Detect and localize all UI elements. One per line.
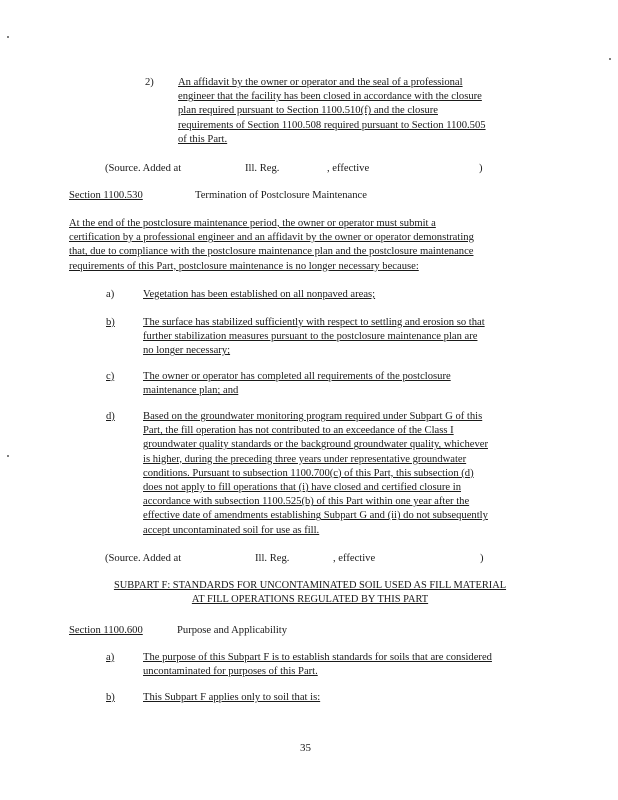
subpart-heading-line: SUBPART F: STANDARDS FOR UNCONTAMINATED SOIL USED AS FILL MATERIAL xyxy=(113,580,507,591)
section-paragraph xyxy=(69,217,549,274)
list-line: accept uncontaminated soil for use as fill. xyxy=(143,524,320,536)
list-marker: b) xyxy=(106,692,115,703)
item-2-marker: 2) xyxy=(145,77,154,88)
paragraph-line: that, due to compliance with the postclosure maintenance plan and the postclosure maintenance xyxy=(69,246,474,258)
item-2-line: requirements of Section 1100.508 required pursuant to Section 1100.505 xyxy=(178,119,486,131)
scan-speck xyxy=(7,455,9,457)
list-line: The surface has stabilized sufficiently with respect to settling and erosion so that xyxy=(143,317,485,328)
list-line: does not apply to fill operations that (i) have closed and certified closure in xyxy=(143,482,462,494)
list-marker: c) xyxy=(106,371,115,382)
page-number: 35 xyxy=(300,742,311,754)
scan-speck xyxy=(7,36,9,38)
list-line: effective date of amendments establishing Subpart G and (ii) do not subsequently xyxy=(143,510,488,522)
source-ill-reg: Ill. Reg. xyxy=(255,553,290,564)
section-number: Section 1100.600 xyxy=(69,625,143,636)
source-effective: , effective xyxy=(333,553,376,564)
source-added-at: (Source. Added at xyxy=(105,163,182,174)
scan-speck xyxy=(609,58,611,60)
section-title: Purpose and Applicability xyxy=(177,625,288,636)
list-line: accordance with subsection 1100.525(b) of this Part within one year after the xyxy=(143,496,470,508)
list-line: Vegetation has been established on all nonpaved areas; xyxy=(143,289,376,300)
section-title: Termination of Postclosure Maintenance xyxy=(195,190,367,201)
list-line: groundwater quality standards or the background groundwater quality, whichever xyxy=(143,439,488,451)
list-line: This Subpart F applies only to soil that is: xyxy=(143,692,321,703)
list-marker: b) xyxy=(106,317,115,328)
source-close: ) xyxy=(479,163,483,174)
subpart-heading-line: AT FILL OPERATIONS REGULATED BY THIS PART xyxy=(191,594,429,606)
item-2-line: plan required pursuant to Section 1100.510(f) and the closure xyxy=(178,105,438,117)
source-close: ) xyxy=(480,553,484,564)
list-line: maintenance plan; and xyxy=(143,385,239,397)
paragraph-line: At the end of the postclosure maintenance period, the owner or operator must submit a xyxy=(69,218,436,229)
paragraph-line: requirements of this Part, postclosure maintenance is no longer necessary because: xyxy=(69,260,419,272)
list-line: is higher, during the preceding three years under representative groundwater xyxy=(143,453,467,465)
list-line: uncontaminated for purposes of this Part. xyxy=(143,666,318,678)
list-marker: d) xyxy=(106,411,115,422)
list-marker: a) xyxy=(106,652,115,663)
list-line: further stabilization measures pursuant to the postclosure maintenance plan are xyxy=(143,331,478,343)
subpart-heading xyxy=(40,579,580,607)
section-heading xyxy=(69,624,489,638)
list-line: Part, the fill operation has not contributed to an exceedance of the Class I xyxy=(143,425,454,437)
list-line: no longer necessary; xyxy=(143,345,231,357)
source-added-at: (Source. Added at xyxy=(105,553,182,564)
item-2-line: engineer that the facility has been closed in accordance with the closure xyxy=(178,91,482,103)
list-line: conditions. Pursuant to subsection 1100.700(c) of this Part, this subsection (d) xyxy=(143,467,474,479)
list-line: Based on the groundwater monitoring program required under Subpart G of this xyxy=(143,411,483,422)
list-marker: a) xyxy=(106,289,115,300)
list-line: The purpose of this Subpart F is to establish standards for soils that are considered xyxy=(143,652,492,663)
item-2-line: An affidavit by the owner or operator and the seal of a professional xyxy=(178,77,463,88)
item-2-line: of this Part. xyxy=(178,133,228,145)
list-line: The owner or operator has completed all requirements of the postclosure xyxy=(143,371,451,382)
paragraph-line: certification by a professional engineer and an affidavit by the owner or operator demonstrating xyxy=(69,232,474,244)
source-effective: , effective xyxy=(327,163,370,174)
source-ill-reg: Ill. Reg. xyxy=(245,163,280,174)
section-number: Section 1100.530 xyxy=(69,190,143,201)
section-heading xyxy=(69,189,489,203)
